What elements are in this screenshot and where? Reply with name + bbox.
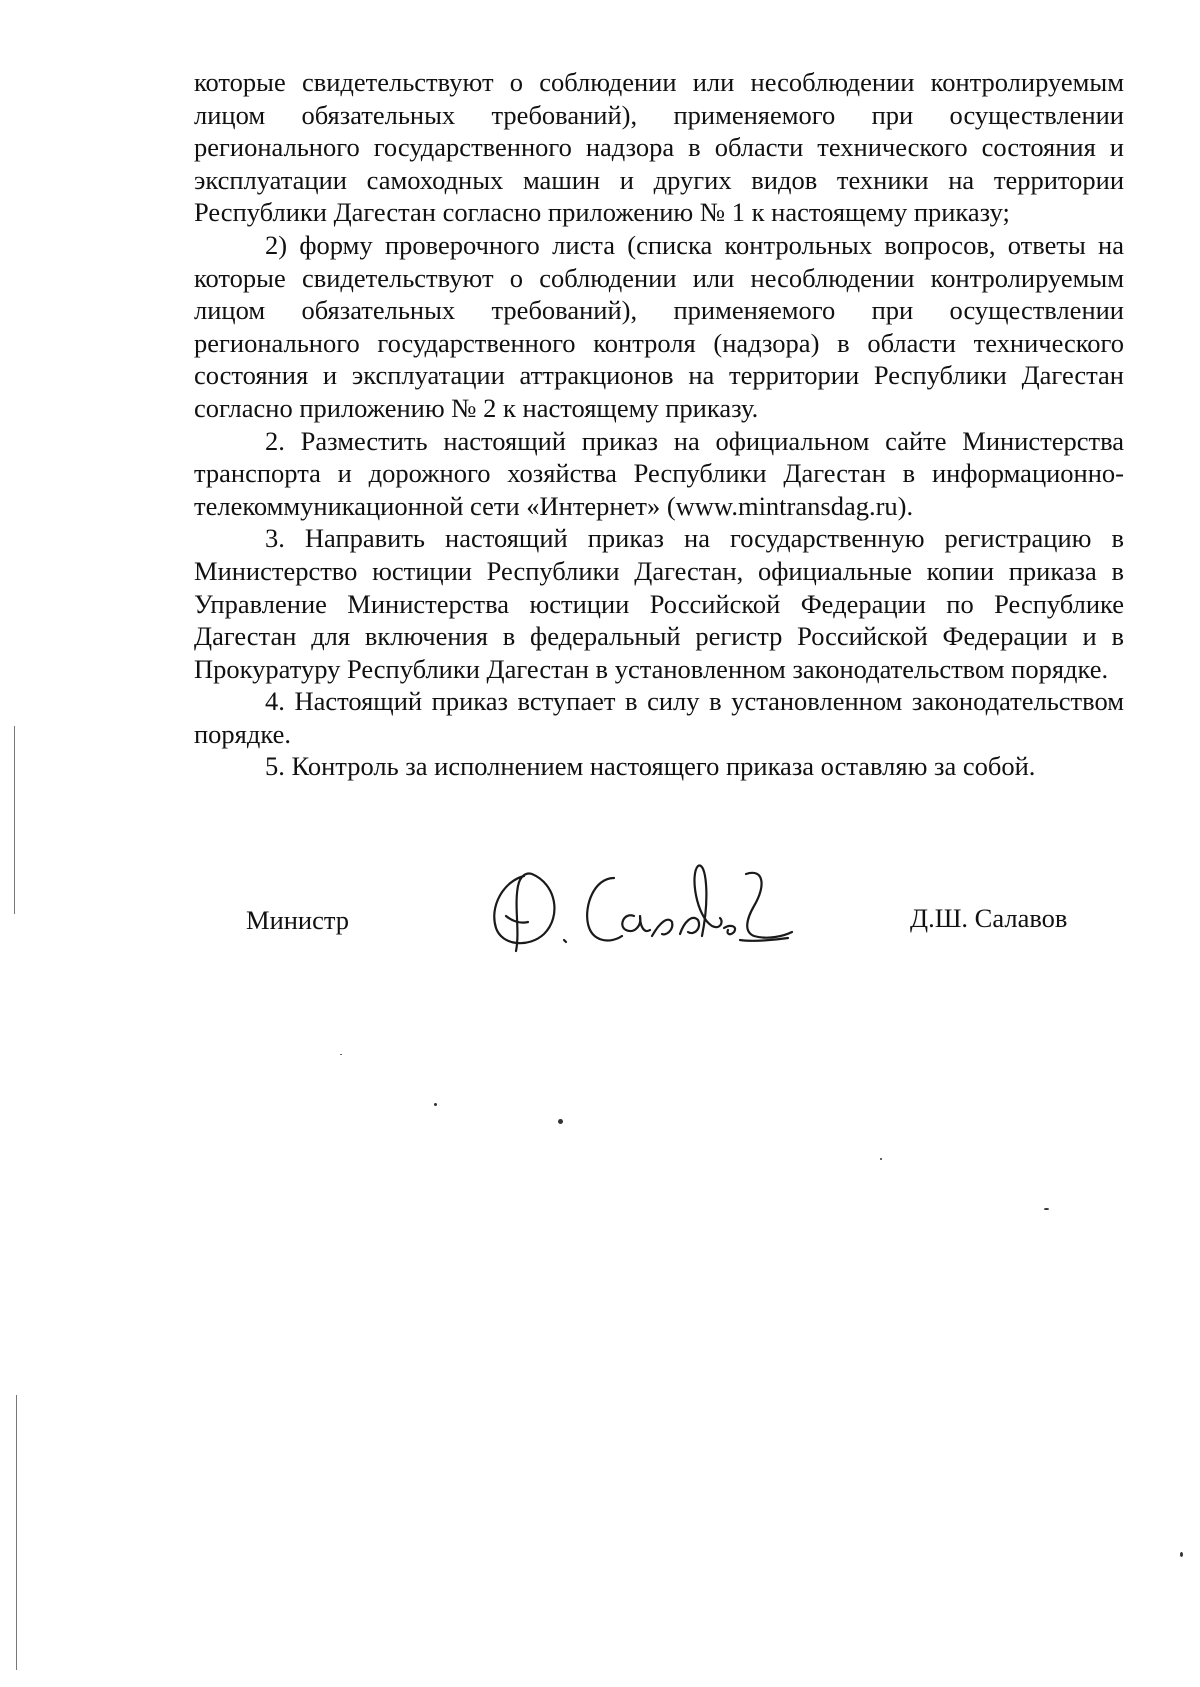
signatory-name: Д.Ш. Салавов — [910, 903, 1068, 933]
paragraph-list-item-1-continuation: которые свидетельствуют о соблюдении или несоблюдении контролируемым лицом обязательных требований), применяемого при осуществлении регионального государственного надзора в области технического состояния и эксплуатации самоходных машин и других видов техники на территории Республики Дагестан согласно приложению № 1 к настоящему приказу; — [194, 67, 1124, 228]
scan-speck — [880, 1158, 882, 1160]
scan-speck — [1180, 1552, 1183, 1557]
scan-speck — [558, 1119, 563, 1124]
paragraph-item-4: 4. Настоящий приказ вступает в силу в установленном законодательством порядке. — [194, 686, 1124, 749]
paragraph-item-5: 5. Контроль за исполнением настоящего приказа оставляю за собой. — [265, 751, 1036, 782]
scan-speck — [1044, 1208, 1049, 1210]
paragraph-item-3: 3. Направить настоящий приказ на государственную регистрацию в Министерство юстиции Республики Дагестан, официальные копии приказа в Управление Министерства юстиции Российской Федерации по Республике Дагестан для включения в федеральный регистр Российской Федерации и в Прокуратуру Республики Дагестан в установленном законодательством порядке. — [194, 523, 1124, 684]
scan-speck — [434, 1103, 437, 1106]
paragraph-item-2: 2. Разместить настоящий приказ на официальном сайте Министерства транспорта и дорожного хозяйства Республики Дагестан в информационно-телекоммуникационной сети «Интернет» (www.mintransdag.ru). — [194, 425, 1124, 521]
signatory-title: Министр — [246, 905, 350, 935]
scan-edge-line-left-lower — [16, 1395, 17, 1670]
scan-edge-line-left — [14, 726, 15, 914]
handwritten-signature — [484, 856, 794, 956]
paragraph-list-item-2: 2) форму проверочного листа (списка контрольных вопросов, ответы на которые свидетельствуют о соблюдении или несоблюдении контролируемым лицом обязательных требований), применяемого при осуществлении регионального государственного контроля (надзора) в области технического состояния и эксплуатации аттракционов на территории Республики Дагестан согласно приложению № 2 к настоящему приказу. — [194, 229, 1124, 423]
scan-speck — [340, 1054, 342, 1055]
document-body — [194, 66, 1124, 783]
